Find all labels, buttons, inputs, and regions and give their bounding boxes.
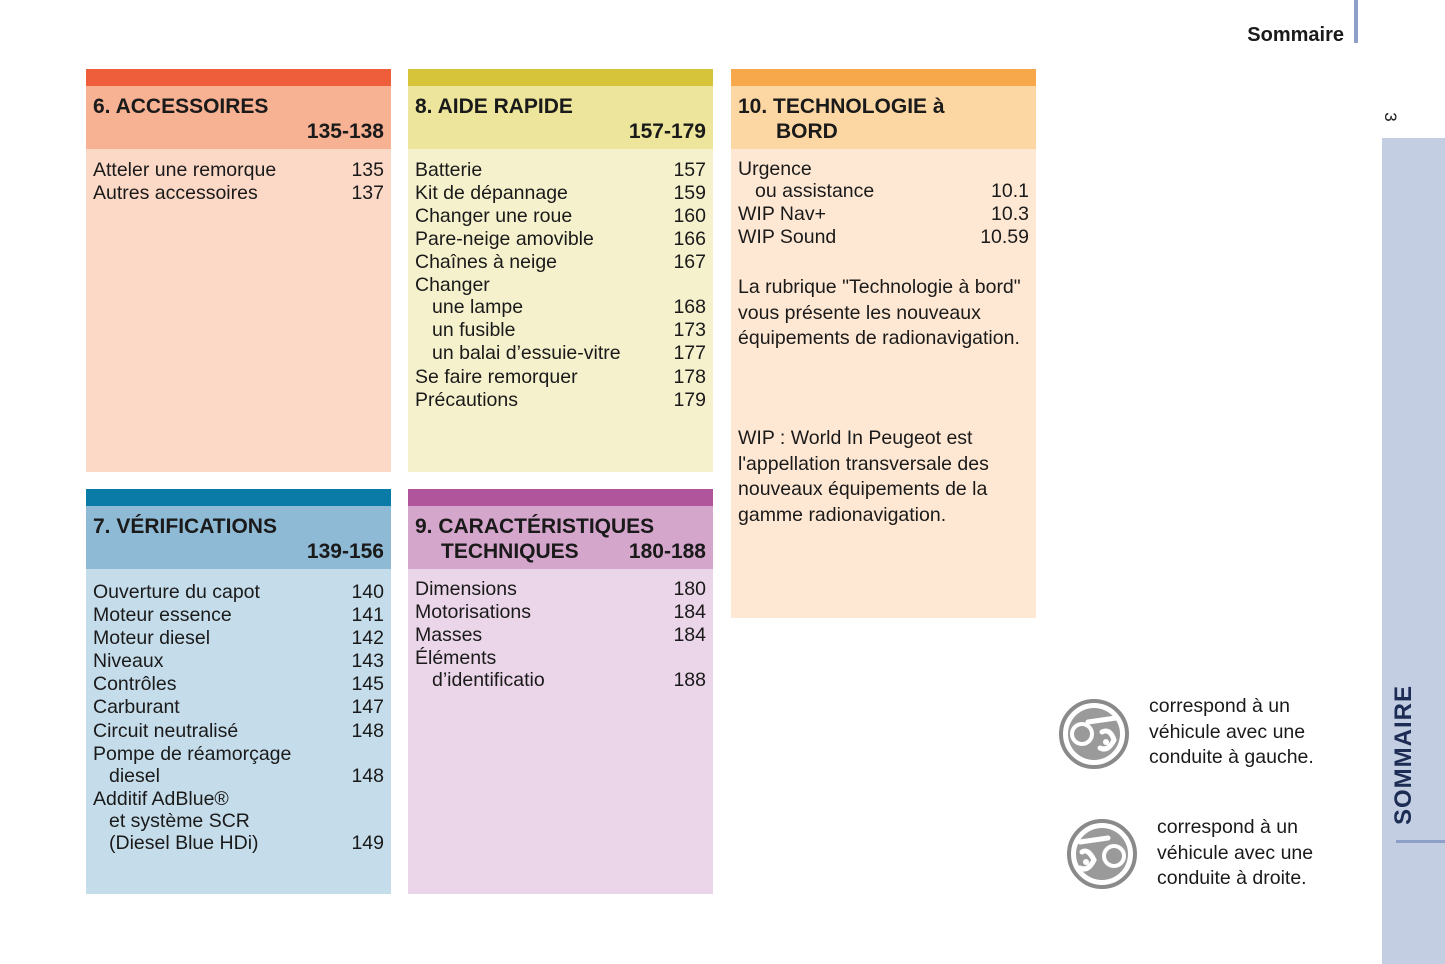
section-header (731, 86, 1036, 149)
toc-entry[interactable]: Masses 184 (415, 624, 706, 646)
toc-entry[interactable]: un balai d’essuie-vitre 177 (432, 342, 706, 364)
section-pages: 139-156 (306, 540, 384, 563)
section-pages: 157-179 (628, 120, 706, 143)
section-body (408, 569, 713, 894)
legend-left-drive-text: correspond à un véhicule avec une conduite à gauche. (1149, 695, 1314, 768)
page-title: Sommaire (1247, 24, 1344, 46)
toc-entry[interactable]: d’identificatio 188 (432, 669, 706, 691)
section-body (731, 149, 1036, 618)
toc-entry[interactable]: Kit de dépannage 159 (415, 182, 706, 204)
toc-entry[interactable]: Moteur essence 141 (93, 604, 384, 626)
section-header (86, 86, 391, 149)
section-technologie (731, 69, 1036, 618)
section-accessoires (86, 69, 391, 472)
toc-entry[interactable]: WIP Sound 10.59 (738, 226, 1029, 248)
toc-entry[interactable]: Batterie 157 (415, 159, 706, 181)
toc-entry[interactable]: Autres accessoires 137 (93, 182, 384, 204)
toc-entry[interactable]: Ouverture du capot 140 (93, 581, 384, 603)
section-title: 6. ACCESSOIRES (93, 95, 269, 118)
section-body (86, 149, 391, 472)
right-hand-drive-icon (1066, 818, 1138, 890)
section-title: 10. TECHNOLOGIE à BORD (738, 95, 945, 143)
toc-entry[interactable]: Dimensions 180 (415, 578, 706, 600)
section-color-bar (408, 69, 713, 86)
toc-entry[interactable]: Circuit neutralisé 148 (93, 720, 384, 742)
toc-entry[interactable]: Précautions 179 (415, 389, 706, 411)
section-color-bar (86, 489, 391, 506)
section-aide-rapide (408, 69, 713, 472)
side-tab-label: SOMMAIRE (1390, 685, 1417, 825)
toc-entry[interactable]: Atteler une remorque 135 (93, 159, 384, 181)
section-pages: 135-138 (306, 120, 384, 143)
toc-entry[interactable]: une lampe 168 (432, 296, 706, 318)
section-header (408, 506, 713, 569)
toc-entry[interactable]: et système SCR (109, 810, 250, 832)
section-header (86, 506, 391, 569)
toc-entry[interactable]: Moteur diesel 142 (93, 627, 384, 649)
toc-entry[interactable]: WIP Nav+ 10.3 (738, 203, 1029, 225)
toc-entry[interactable]: Additif AdBlue® (93, 788, 229, 810)
section-title: 9. CARACTÉRISTIQUES TECHNIQUES (415, 515, 655, 563)
toc-entry[interactable]: Pare-neige amovible 166 (415, 228, 706, 250)
toc-entry[interactable]: Changer (415, 274, 490, 296)
left-hand-drive-icon (1058, 698, 1130, 770)
section-title: 7. VÉRIFICATIONS (93, 515, 277, 538)
toc-entry[interactable]: (Diesel Blue HDi) 149 (109, 832, 384, 854)
toc-entry[interactable]: Niveaux 143 (93, 650, 384, 672)
toc-entry[interactable]: Carburant 147 (93, 696, 384, 718)
page-number: 3 (1381, 112, 1400, 122)
toc-entry[interactable]: Se faire remorquer 178 (415, 366, 706, 388)
toc-entry[interactable]: Éléments (415, 647, 497, 669)
section-title: 8. AIDE RAPIDE (415, 95, 573, 118)
header-divider (1354, 0, 1358, 43)
toc-entry[interactable]: diesel 148 (109, 765, 384, 787)
legend-right-drive-text: correspond à un véhicule avec une conduite à droite. (1157, 816, 1314, 889)
toc-entry[interactable]: ou assistance 10.1 (755, 180, 1029, 202)
wip-description: WIP : World In Peugeot est l'appellation transversale des nouveaux équipements de la gamme radionavigation. (738, 427, 989, 526)
section-header (408, 86, 713, 149)
section-caracteristiques (408, 489, 713, 894)
section-color-bar (408, 489, 713, 506)
toc-entry[interactable]: Pompe de réamorçage (93, 743, 292, 765)
toc-entry[interactable]: Changer une roue 160 (415, 205, 706, 227)
section-verifications (86, 489, 391, 894)
section-color-bar (86, 69, 391, 86)
side-tab-divider (1396, 840, 1445, 843)
section-body (408, 149, 713, 472)
toc-entry[interactable]: Motorisations 184 (415, 601, 706, 623)
section-body (86, 569, 391, 894)
section-color-bar (731, 69, 1036, 86)
technologie-description: La rubrique "Technologie à bord" vous présente les nouveaux équipements de radionavigation. (738, 276, 1021, 349)
section-pages: 180-188 (628, 540, 706, 563)
toc-entry[interactable]: Urgence (738, 158, 812, 180)
toc-entry[interactable]: Chaînes à neige 167 (415, 251, 706, 273)
toc-entry[interactable]: un fusible 173 (432, 319, 706, 341)
toc-entry[interactable]: Contrôles 145 (93, 673, 384, 695)
